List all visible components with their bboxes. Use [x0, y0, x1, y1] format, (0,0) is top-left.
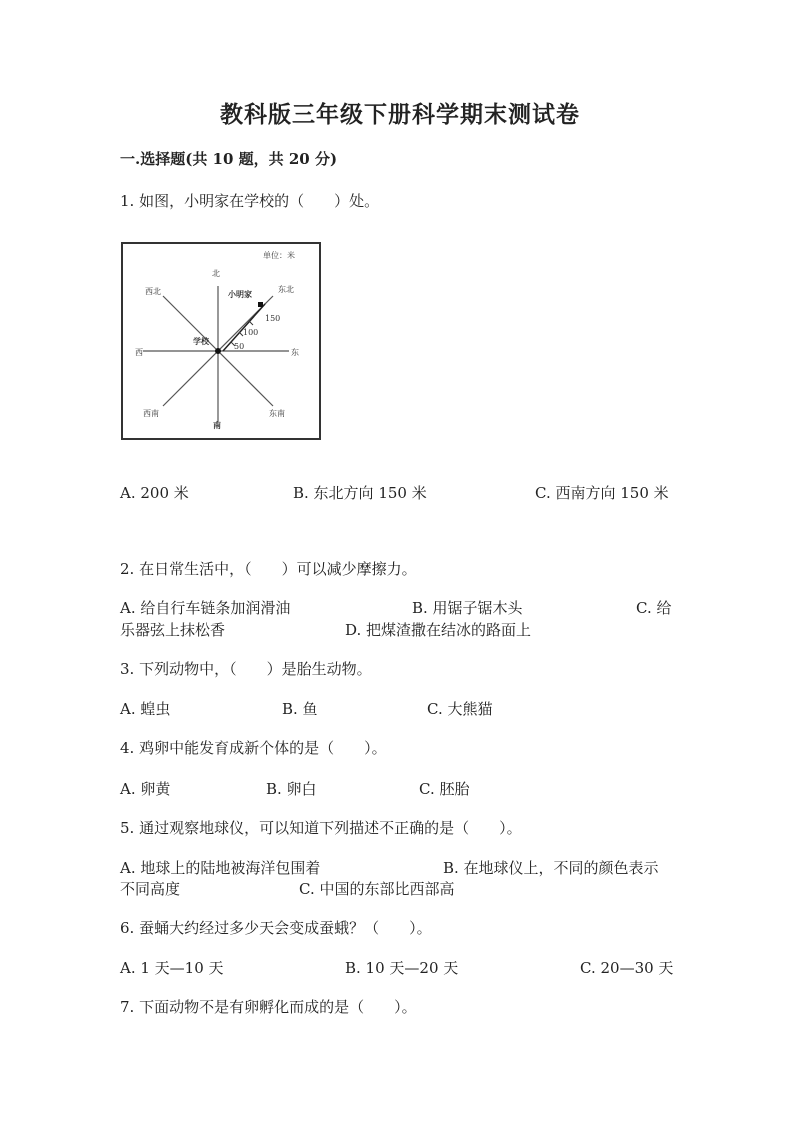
southeast-label: 东南 — [269, 409, 285, 418]
question-1-stem: 1. 如图，小明家在学校的（ ）处。 — [120, 192, 380, 210]
west-label: 西 — [135, 348, 143, 357]
mark-50: 50 — [234, 342, 245, 351]
q3-option-b: B. 鱼 — [282, 700, 318, 718]
q2-option-c-cont: 乐器弦上抹松香 — [120, 621, 226, 639]
question-2-stem: 2. 在日常生活中，（ ）可以减少摩擦力。 — [120, 560, 417, 578]
q2-option-d: D. 把煤渣撒在结冰的路面上 — [345, 621, 532, 639]
east-label: 东 — [291, 348, 299, 357]
home-marker — [258, 302, 263, 307]
page-title: 教科版三年级下册科学期末测试卷 — [220, 101, 580, 128]
unit-label: 单位：米 — [263, 251, 295, 260]
q5-option-a: A. 地球上的陆地被海洋包围着 — [120, 859, 321, 877]
q4-option-a: A. 卵黄 — [120, 780, 171, 798]
question-4-stem: 4. 鸡卵中能发育成新个体的是（ ）。 — [120, 739, 387, 757]
home-label: 小明家 — [228, 289, 252, 299]
q5-option-b: B. 在地球仪上，不同的颜色表示 — [443, 859, 659, 877]
q4-option-b: B. 卵白 — [266, 780, 317, 798]
q6-option-b: B. 10 天—20 天 — [345, 959, 459, 977]
question-6-stem: 6. 蚕蛹大约经过多少天会变成蚕蛾？（ ）。 — [120, 919, 432, 937]
q6-option-c: C. 20—30 天 — [580, 959, 674, 977]
q3-option-c: C. 大熊猫 — [427, 700, 493, 718]
q2-option-a: A. 给自行车链条加润滑油 — [120, 599, 291, 617]
question-3-stem: 3. 下列动物中，（ ）是胎生动物。 — [120, 660, 372, 678]
question-5-stem: 5. 通过观察地球仪，可以知道下列描述不正确的是（ ）。 — [120, 819, 522, 837]
section-heading: 一.选择题(共 10 题，共 20 分) — [120, 150, 338, 168]
q1-option-c: C. 西南方向 150 米 — [535, 484, 669, 502]
q2-option-c: C. 给 — [636, 599, 672, 617]
school-dot — [215, 348, 221, 354]
northwest-label: 西北 — [145, 287, 161, 296]
q6-option-a: A. 1 天—10 天 — [120, 959, 224, 977]
q2-option-b: B. 用锯子锯木头 — [412, 599, 523, 617]
q5-option-b-cont: 不同高度 — [120, 880, 181, 898]
school-label: 学校 — [193, 336, 209, 346]
north-label: 北 — [212, 269, 220, 278]
q3-option-a: A. 蝗虫 — [120, 700, 171, 718]
mark-100: 100 — [243, 328, 259, 337]
q1-option-b: B. 东北方向 150 米 — [293, 484, 427, 502]
northeast-label: 东北 — [278, 285, 294, 294]
southwest-label: 西南 — [143, 409, 159, 418]
question-7-stem: 7. 下面动物不是有卵孵化而成的是（ ）。 — [120, 998, 417, 1016]
q4-option-c: C. 胚胎 — [419, 780, 470, 798]
q1-option-a: A. 200 米 — [120, 484, 189, 502]
q5-option-c: C. 中国的东部比西部高 — [299, 880, 455, 898]
south-label: 南 — [213, 420, 221, 430]
mark-150: 150 — [265, 314, 281, 323]
compass-diagram — [121, 242, 321, 440]
